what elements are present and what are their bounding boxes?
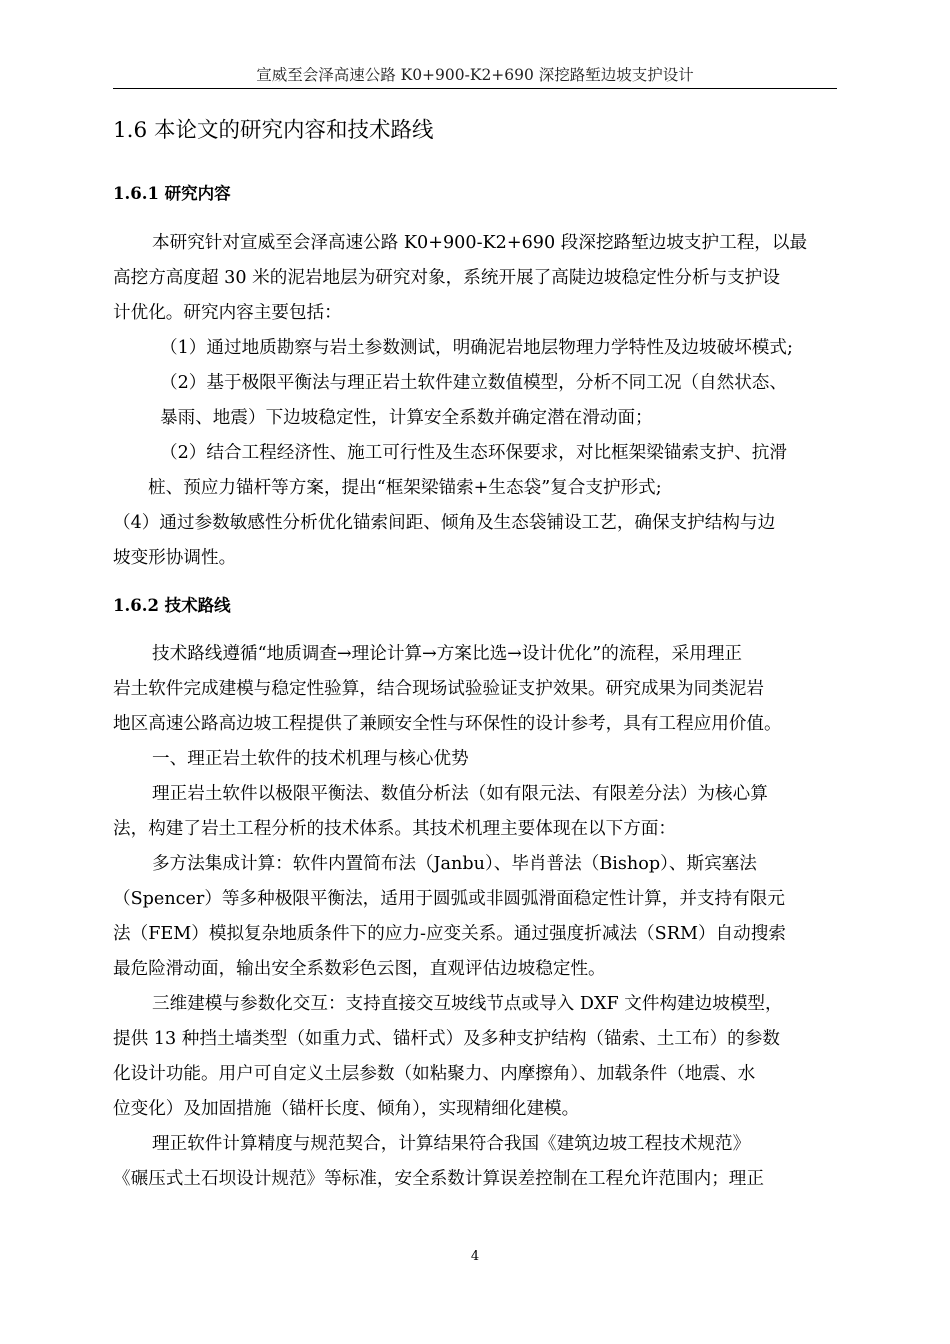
paragraph-line: 技术路线遵循“地质调查→理论计算→方案比选→设计优化”的流程，采用理正 [152, 644, 743, 664]
paragraph-line: 地区高速公路高边坡工程提供了兼顾安全性与环保性的设计参考，具有工程应用价值。 [113, 714, 782, 734]
paragraph-line: 最危险滑动面，输出安全系数彩色云图，直观评估边坡稳定性。 [113, 959, 606, 979]
paragraph-line: 法（FEM）模拟复杂地质条件下的应力-应变关系。通过强度折减法（SRM）自动搜索 [113, 924, 786, 944]
paragraph-line: 法，构建了岩土工程分析的技术体系。其技术机理主要体现在以下方面： [113, 819, 677, 839]
page-number: 4 [470, 1249, 480, 1264]
list-item: （1）通过地质勘察与岩土参数测试，明确泥岩地层物理力学特性及边坡破坏模式; [160, 338, 793, 358]
paragraph-line: 理正岩土软件以极限平衡法、数值分析法（如有限元法、有限差分法）为核心算 [152, 784, 768, 804]
paragraph-line: 一、理正岩土软件的技术机理与核心优势 [152, 749, 469, 769]
list-item: （2）基于极限平衡法与理正岩土软件建立数值模型，分析不同工况（自然状态、 [160, 373, 787, 393]
subsection-heading-research-content: 1.6.1 研究内容 [113, 184, 231, 203]
paragraph-line: 计优化。研究内容主要包括： [113, 303, 342, 323]
list-item: （2）结合工程经济性、施工可行性及生态环保要求，对比框架梁锚索支护、抗滑 [160, 443, 787, 463]
paragraph-line: 高挖方高度超 30 米的泥岩地层为研究对象，系统开展了高陡边坡稳定性分析与支护设 [113, 268, 780, 288]
paragraph-line: 本研究针对宣威至会泽高速公路 K0+900-K2+690 段深挖路堑边坡支护工程，以最 [152, 233, 808, 253]
paragraph-line: 多方法集成计算：软件内置简布法（Janbu）、毕肖普法（Bishop）、斯宾塞法 [152, 854, 757, 874]
running-header: 宣威至会泽高速公路 K0+900-K2+690 深挖路堑边坡支护设计 [256, 66, 694, 84]
paragraph-line: 理正软件计算精度与规范契合，计算结果符合我国《建筑边坡工程技术规范》 [152, 1134, 751, 1154]
section-heading: 1.6 本论文的研究内容和技术路线 [113, 118, 434, 143]
paragraph-line: 《碾压式土石坝设计规范》等标准，安全系数计算误差控制在工程允许范围内；理正 [113, 1169, 764, 1189]
paragraph-line: 化设计功能。用户可自定义土层参数（如粘聚力、内摩擦角）、加载条件（地震、水 [113, 1064, 756, 1084]
paragraph-line: 位变化）及加固措施（锚杆长度、倾角），实现精细化建模。 [113, 1099, 580, 1119]
paragraph-line: 三维建模与参数化交互：支持直接交互坡线节点或导入 DXF 文件构建边坡模型， [152, 994, 783, 1014]
list-item-continuation: 桩、预应力锚杆等方案，提出“框架梁锚索+生态袋”复合支护形式; [148, 478, 662, 498]
paragraph-line: 提供 13 种挡土墙类型（如重力式、锚杆式）及多种支护结构（锚索、土工布）的参数 [113, 1029, 780, 1049]
list-item: （4）通过参数敏感性分析优化锚索间距、倾角及生态袋铺设工艺，确保支护结构与边 [113, 513, 776, 533]
paragraph-line: 岩土软件完成建模与稳定性验算，结合现场试验验证支护效果。研究成果为同类泥岩 [113, 679, 764, 699]
header-rule [113, 88, 837, 89]
list-item-continuation: 暴雨、地震）下边坡稳定性，计算安全系数并确定潜在滑动面； [160, 408, 653, 428]
subsection-heading-technical-route: 1.6.2 技术路线 [113, 596, 231, 615]
paragraph-line: （Spencer）等多种极限平衡法，适用于圆弧或非圆弧滑面稳定性计算，并支持有限元 [113, 889, 785, 909]
list-item-continuation: 坡变形协调性。 [113, 548, 237, 568]
